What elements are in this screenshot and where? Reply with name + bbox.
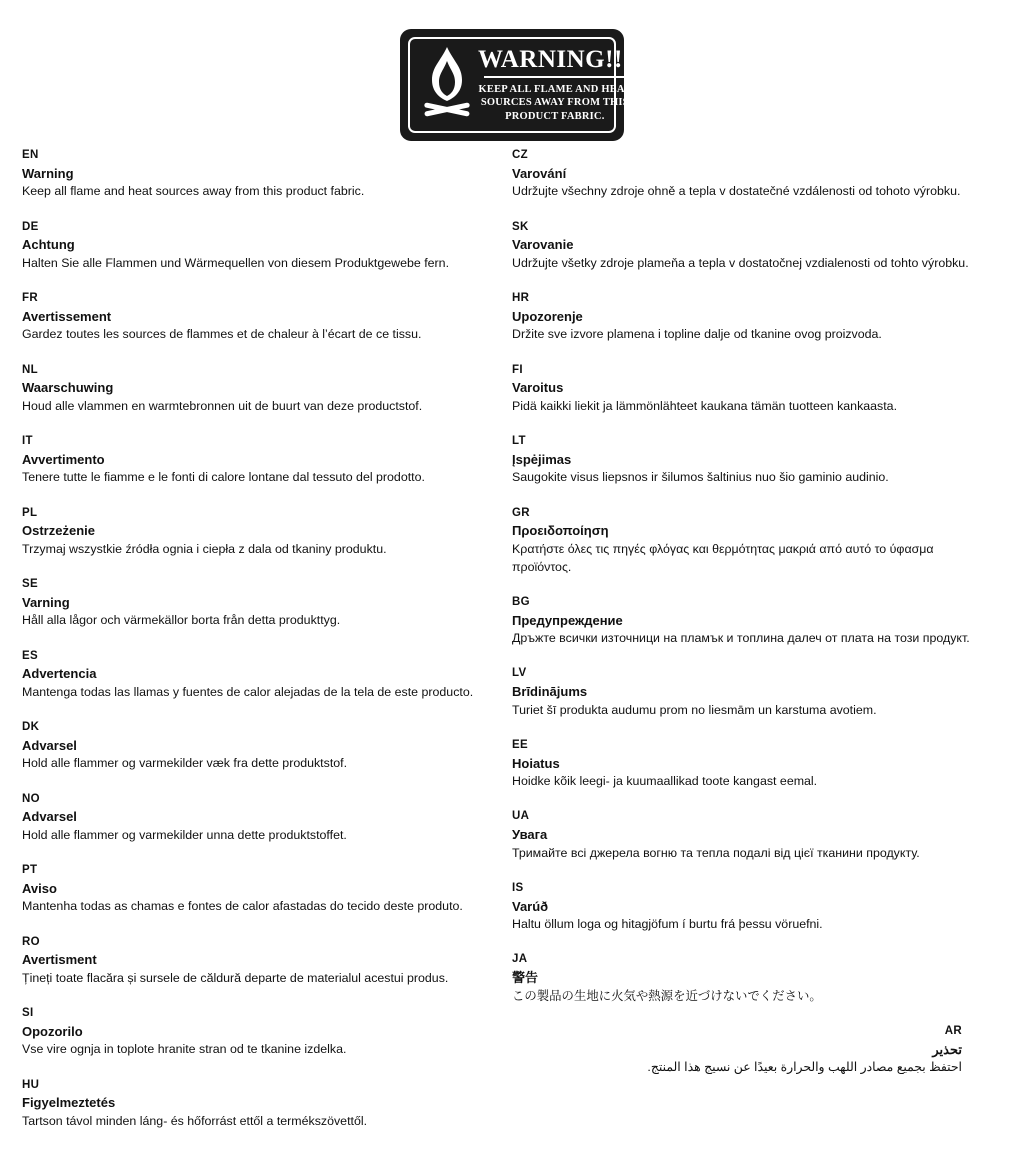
language-entry bbox=[22, 649, 490, 702]
language-entry bbox=[512, 291, 980, 344]
language-code: DE bbox=[22, 220, 39, 233]
language-entry bbox=[512, 363, 980, 416]
warning-subtitle: KEEP ALL FLAME AND HEAT SOURCES AWAY FROM THIS PRODUCT FABRIC. bbox=[478, 83, 632, 122]
warning-word: Achtung bbox=[22, 237, 75, 253]
warning-sentence: Saugokite visus liepsnos ir šilumos šaltinius nuo šio gaminio audinio. bbox=[512, 470, 889, 485]
warning-sentence: Håll alla lågor och värmekällor borta från detta produkttyg. bbox=[22, 613, 341, 628]
language-code: AR bbox=[944, 1024, 962, 1037]
language-code: LT bbox=[512, 435, 526, 447]
warning-sentence: Κρατήστε όλες τις πηγές φλόγας και θερμότητας μακριά από αυτό το ύφασμα προϊόντος. bbox=[512, 541, 934, 574]
language-entry bbox=[512, 220, 980, 273]
language-code: EE bbox=[512, 738, 528, 751]
warning-word: 警告 bbox=[512, 970, 539, 985]
language-code: CZ bbox=[512, 149, 528, 161]
warning-word: Varúð bbox=[512, 898, 549, 914]
language-entry bbox=[22, 935, 490, 988]
warning-word: Figyelmeztetés bbox=[22, 1095, 116, 1111]
warning-sentence: Udržujte všechny zdroje ohně a tepla v dostatečné vzdálenosti od tohoto výrobku. bbox=[512, 184, 961, 199]
warning-word: Advertencia bbox=[22, 666, 97, 682]
warning-word: Upozorenje bbox=[512, 308, 583, 324]
warning-sentence: Tartson távol minden láng- és hőforrást ettől a termékszövettől. bbox=[22, 1113, 368, 1128]
warning-sentence: Mantenga todas las llamas y fuentes de calor alejadas de la tela de este producto. bbox=[22, 684, 474, 699]
right-language-column bbox=[490, 148, 980, 1149]
warning-sentence: Udržujte všetky zdroje plameňa a tepla v dostatočnej vzdialenosti od tohto výrobku. bbox=[512, 255, 969, 270]
language-entry bbox=[22, 506, 490, 559]
warning-word: Brīdinājums bbox=[512, 684, 588, 699]
language-code: IT bbox=[22, 435, 33, 447]
language-code: SI bbox=[22, 1007, 34, 1019]
language-entry bbox=[512, 881, 980, 934]
warning-word: Ostrzeżenie bbox=[22, 523, 95, 539]
warning-word: Warning bbox=[22, 165, 74, 181]
warning-badge-text bbox=[478, 47, 636, 123]
warning-word: Varning bbox=[22, 594, 70, 610]
language-code: SE bbox=[22, 578, 38, 590]
language-code: IS bbox=[512, 881, 524, 894]
warning-word: Waarschuwing bbox=[22, 380, 114, 396]
language-code: DK bbox=[22, 721, 40, 733]
warning-sentence: Turiet šī produkta audumu prom no liesmām un karstuma avotiem. bbox=[512, 702, 877, 717]
language-entry bbox=[22, 720, 490, 773]
language-entry bbox=[22, 577, 490, 630]
language-code: UA bbox=[512, 810, 530, 823]
language-entry bbox=[512, 666, 980, 719]
language-entry bbox=[22, 1006, 490, 1059]
language-code: NL bbox=[22, 363, 38, 376]
warning-word: Aviso bbox=[22, 880, 57, 896]
warning-word: Avertisment bbox=[22, 952, 97, 968]
language-entry bbox=[22, 363, 490, 416]
warning-word: Advarsel bbox=[22, 809, 77, 825]
language-entry bbox=[22, 148, 490, 201]
warning-word: Увага bbox=[512, 827, 548, 842]
language-entry bbox=[512, 738, 980, 791]
warning-sentence: Haltu öllum loga og hitagjöfum í burtu frá þessu vöruefni. bbox=[512, 917, 823, 931]
language-entry bbox=[22, 291, 490, 344]
warning-sentence: Țineți toate flacăra și sursele de căldură departe de materialul acestui produs. bbox=[22, 970, 449, 985]
warning-word: Įspėjimas bbox=[512, 451, 572, 467]
warning-badge bbox=[401, 30, 632, 140]
warning-sentence: Gardez toutes les sources de flammes et de chaleur à l’écart de ce tissu. bbox=[22, 327, 422, 342]
warning-badge-container bbox=[0, 30, 1024, 140]
warning-title: WARNING!!! bbox=[478, 45, 632, 73]
language-code: SK bbox=[512, 220, 529, 233]
language-columns bbox=[0, 148, 1024, 1149]
warning-word: Opozorilo bbox=[22, 1023, 83, 1039]
warning-sentence: この製品の生地に火気や熱源を近づけないでください。 bbox=[512, 988, 822, 1003]
warning-word: Προειδοποίηση bbox=[512, 523, 609, 539]
warning-sentence: Hoidke kõik leegi- ja kuumaallikad toote kangast eemal. bbox=[512, 774, 818, 788]
warning-word: Предупреждение bbox=[512, 612, 623, 628]
warning-sentence: Keep all flame and heat sources away from this product fabric. bbox=[22, 184, 365, 199]
warning-sentence: Tenere tutte le fiamme e le fonti di calore lontane dal tessuto del prodotto. bbox=[22, 470, 425, 485]
warning-word: Avertissement bbox=[22, 308, 112, 324]
language-entry bbox=[512, 506, 980, 577]
language-code: LV bbox=[512, 667, 527, 680]
warning-sentence: Дръжте всички източници на пламък и топлина далеч от плата на този продукт. bbox=[512, 631, 970, 645]
left-language-column bbox=[0, 148, 490, 1149]
warning-sentence: Vse vire ognja in toplote hranite stran od te tkanine izdelka. bbox=[22, 1042, 347, 1057]
language-code: NO bbox=[22, 792, 40, 805]
language-entry bbox=[512, 434, 980, 487]
language-entry bbox=[22, 1078, 490, 1131]
warning-sentence: احتفظ بجميع مصادر اللهب والحرارة بعيدًا عن نسيج هذا المنتج. bbox=[647, 1060, 962, 1074]
language-code: PL bbox=[22, 506, 38, 519]
warning-sentence: Halten Sie alle Flammen und Wärmequellen von diesem Produktgewebe fern. bbox=[22, 255, 450, 270]
warning-word: Hoiatus bbox=[512, 755, 560, 771]
language-code: FR bbox=[22, 292, 38, 304]
language-code: ES bbox=[22, 649, 38, 662]
language-entry bbox=[512, 1024, 980, 1077]
language-entry bbox=[512, 148, 980, 201]
warning-word: Varování bbox=[512, 165, 567, 181]
warning-word: Avvertimento bbox=[22, 451, 105, 467]
language-code: EN bbox=[22, 149, 39, 161]
language-entry bbox=[22, 863, 490, 916]
language-code: HU bbox=[22, 1078, 40, 1091]
language-code: HR bbox=[512, 292, 530, 304]
flame-icon bbox=[416, 43, 478, 127]
warning-sentence: Mantenha todas as chamas e fontes de calor afastadas do tecido deste produto. bbox=[22, 899, 463, 914]
warning-sentence: Тримайте всі джерела вогню та тепла подалі від цієї тканини продукту. bbox=[512, 845, 920, 860]
language-code: BG bbox=[512, 595, 530, 608]
language-entry bbox=[512, 809, 980, 862]
warning-sentence: Hold alle flammer og varmekilder unna dette produktstoffet. bbox=[22, 827, 347, 842]
warning-sentence: Hold alle flammer og varmekilder væk fra dette produktstof. bbox=[22, 756, 348, 771]
badge-divider bbox=[484, 76, 626, 78]
warning-badge-inner bbox=[408, 37, 632, 133]
language-entry bbox=[512, 595, 980, 648]
warning-word: Advarsel bbox=[22, 737, 77, 753]
warning-sentence: Trzymaj wszystkie źródła ognia i ciepła z dala od tkaniny produktu. bbox=[22, 541, 387, 556]
warning-word: Varoitus bbox=[512, 380, 564, 396]
language-code: RO bbox=[22, 935, 40, 948]
language-code: JA bbox=[512, 953, 528, 966]
language-entry bbox=[22, 792, 490, 845]
language-code: GR bbox=[512, 506, 530, 519]
language-code: FI bbox=[512, 363, 523, 376]
warning-word: Varovanie bbox=[512, 237, 574, 253]
language-entry bbox=[512, 952, 980, 1005]
language-entry bbox=[22, 220, 490, 273]
warning-sentence: Držite sve izvore plamena i topline dalje od tkanine ovog proizvoda. bbox=[512, 327, 882, 342]
language-code: PT bbox=[22, 864, 38, 876]
warning-sentence: Pidä kaikki liekit ja lämmönlähteet kaukana tämän tuotteen kankaasta. bbox=[512, 398, 898, 413]
language-entry bbox=[22, 434, 490, 487]
warning-word: تحذير bbox=[932, 1041, 962, 1057]
warning-sentence: Houd alle vlammen en warmtebronnen uit de buurt van deze productstof. bbox=[22, 398, 423, 413]
